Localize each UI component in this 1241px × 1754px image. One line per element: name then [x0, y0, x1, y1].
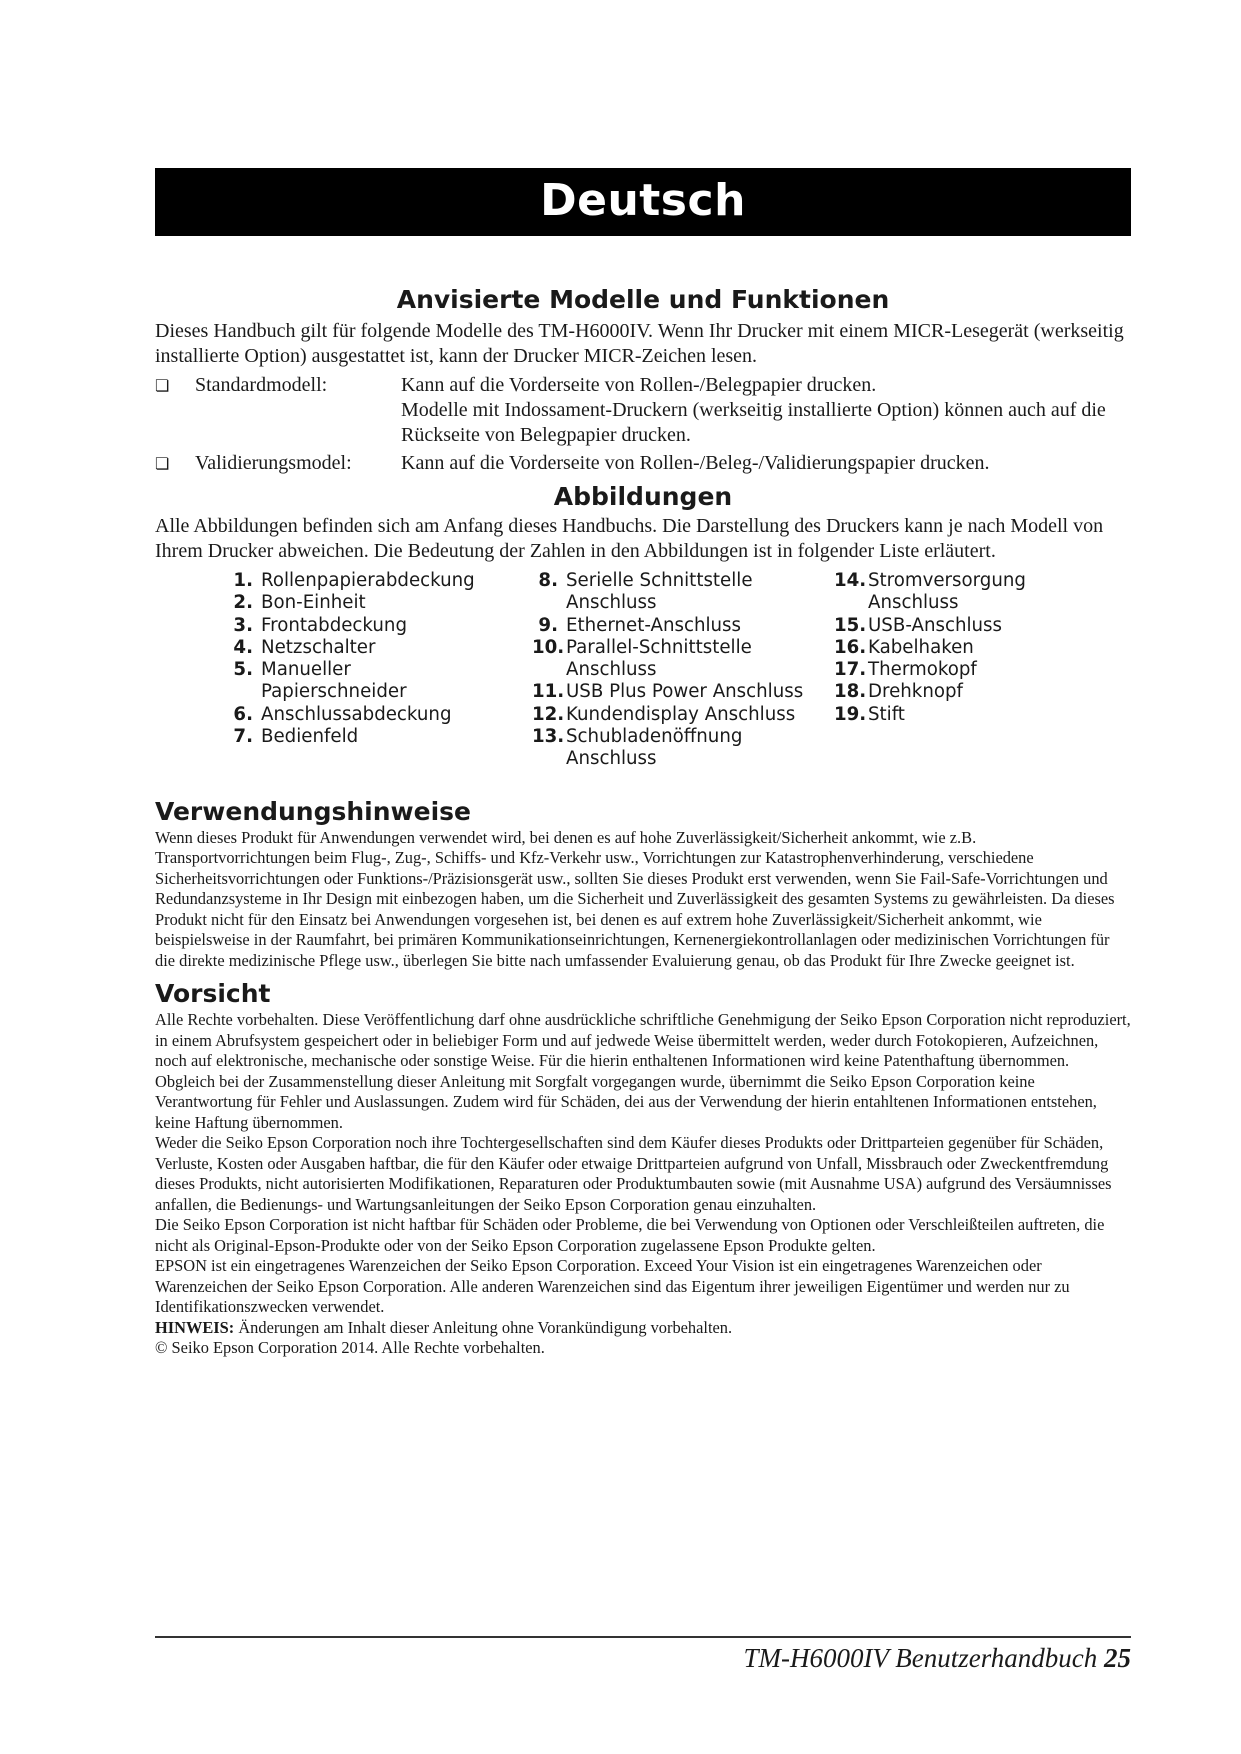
list-item: 2. Bon-Einheit: [233, 592, 366, 614]
caution-paragraph-1: Alle Rechte vorbehalten. Diese Veröffentlichung darf ohne ausdrückliche schriftliche Genehmigung der Seiko Epson Corporation nicht reproduziert, in einem Abrufsystem gespeichert oder in beliebiger Form und auf jedwede Weise übermittelt werden, weder durch Fotokopieren, Aufzeichnen, noch auf elektronische, mechanische oder sonstige Weise. Für die hierin enthaltenen Informationen wird keine Patenthaftung übernommen. Obgleich bei der Zusammenstellung dieser Anleitung mit Sorgfalt vorgegangen wurde, übernimmt die Seiko Epson Corporation keine Verantwortung für Fehler und Auslassungen. Zudem wird für Schäden, dei aus der Verwendung der hierin entahltenen Informationen entstehen, keine Haftung übernommen.: [155, 1010, 1131, 1132]
list-item: 7. Bedienfeld: [233, 726, 359, 748]
copyright: © Seiko Epson Corporation 2014. Alle Rechte vorbehalten.: [155, 1338, 545, 1358]
list-item: 17. Thermokopf: [834, 659, 977, 681]
checkbox-bullet-icon: ❏: [155, 376, 170, 395]
caution-paragraph-2: Weder die Seiko Epson Corporation noch ihre Tochtergesellschaften sind dem Käufer dieses Produkts oder Drittparteien gegenüber für Schäden, Verluste, Kosten oder Ausgaben haftbar, die für den Käufer oder etwaige Drittparteien aufgrund von Unfall, Missbrauch oder Zweckentfremdung dieses Produkts, nicht autorisierten Modifikationen, Reparaturen oder Produktumbauten sowie (mit Ausnahme USA) aufgrund des Versäumnisses anfallen, die Bedienungs- und Wartungsanleitungen der Seiko Epson Corporation genau einzuhalten.: [155, 1133, 1112, 1214]
figures-intro: Alle Abbildungen befinden sich am Anfang dieses Handbuchs. Die Darstellung des Druckers kann je nach Modell von Ihrem Drucker abweichen. Die Bedeutung der Zahlen in den Abbildungen ist in folgender Liste erläutert.: [155, 515, 1104, 562]
note-text: Änderungen am Inhalt dieser Anleitung ohne Vorankündigung vorbehalten.: [234, 1317, 733, 1337]
models-heading: Anvisierte Modelle und Funktionen: [396, 285, 890, 314]
caution-heading: Vorsicht: [155, 979, 271, 1009]
caution-paragraph-3: Die Seiko Epson Corporation ist nicht haftbar für Schäden oder Probleme, die bei Verwendung von Optionen oder Verschleißteilen auftreten, die nicht als Original-Epson-Produkte oder von der Seiko Epson Corporation zugelassene Epson Produkte gelten.: [155, 1215, 1105, 1255]
list-item: 13. Schubladenöffnung Anschluss: [532, 726, 743, 770]
caution-note: [155, 1318, 1131, 1339]
parts-column-1: [225, 570, 532, 771]
page-footer: [744, 1643, 1131, 1674]
list-item: 1. Rollenpapierabdeckung: [233, 570, 475, 591]
figures-heading: Abbildungen: [553, 482, 733, 511]
list-item: 9. Ethernet-Anschluss: [538, 614, 742, 636]
model-item-standard: [155, 373, 1131, 448]
list-item: 14. Stromversorgung Anschluss: [834, 570, 1026, 614]
parts-list: [225, 570, 1131, 771]
models-list: [155, 373, 1131, 476]
list-item: 4. Netzschalter: [233, 636, 376, 658]
list-item: 16. Kabelhaken: [834, 636, 974, 658]
footer-divider: [155, 1636, 1131, 1638]
list-item: 18. Drehknopf: [834, 681, 963, 703]
list-item: 11. USB Plus Power Anschluss: [532, 681, 804, 703]
parts-column-2: [532, 570, 834, 771]
checkbox-bullet-icon: ❏: [155, 454, 170, 473]
usage-heading: Verwendungshinweise: [155, 796, 472, 826]
list-item: 15. USB-Anschluss: [834, 614, 1002, 636]
list-item: 19. Stift: [834, 703, 905, 725]
model-description: Kann auf die Vorderseite von Rollen-/Beleg-/Validierungspapier drucken.: [401, 452, 990, 474]
usage-text: Wenn dieses Produkt für Anwendungen verwendet wird, bei denen es auf hohe Zuverlässigkeit/Sicherheit ankommt, wie z.B. Transportvorrichtungen beim Flug-, Zug-, Schiffs- und Kfz-Verkehr usw., Vorrichtungen zur Katastrophenverhinderung, verschiedene Sicherheitsvorrichtungen oder Funktions-/Präzisionsgerät usw., sollten Sie dieses Produkt erst verwenden, wenn Sie Fail-Safe-Vorrichtungen und Redundanzsysteme in Ihr Design mit einbezogen haben, um die Sicherheit und Zuverlässigkeit des gesamten Systems zu gewährleisten. Da dieses Produkt nicht für den Einsatz bei Anwendungen vorgesehen ist, bei denen es auf extrem hohe Zuverlässigkeit/Sicherheit ankommt, wie beispielsweise in der Raumfahrt, bei primären Kommunikationseinrichtungen, Kernenergiekontrollanlagen oder medizinischen Vorrichtungen für die direkte medizinische Pflege usw., überlegen Sie bitte nach umfassender Evaluierung genau, ob das Produkt für Ihre Zwecke geeignet ist.: [155, 827, 1115, 970]
list-item: 8. Serielle Schnittstelle Anschluss: [538, 570, 753, 614]
list-item: 3. Frontabdeckung: [233, 614, 407, 636]
page-content: [155, 168, 1131, 1359]
note-label: HINWEIS:: [155, 1317, 235, 1337]
model-item-validation: [155, 451, 1131, 476]
model-label: Standardmodell:: [195, 374, 328, 396]
models-intro: Dieses Handbuch gilt für folgende Modelle des TM-H6000IV. Wenn Ihr Drucker mit einem MICR-Lesegerät (werkseitig installierte Option) ausgestattet ist, kann der Drucker MICR-Zeichen lesen.: [155, 320, 1124, 367]
model-label: Validierungsmodel:: [195, 452, 352, 474]
caution-paragraph-4: EPSON ist ein eingetragenes Warenzeichen der Seiko Epson Corporation. Exceed Your Vision ist ein eingetragenes Warenzeichen oder Warenzeichen der Seiko Epson Corporation. Alle anderen Warenzeichen sind das Eigentum ihrer jeweiligen Eigentümer und werden nur zu Identifikationszwecken verwendet.: [155, 1256, 1070, 1317]
language-banner: Deutsch: [155, 168, 1131, 236]
model-description: Kann auf die Vorderseite von Rollen-/Belegpapier drucken. Modelle mit Indossament-Druckern (werkseitig installierte Option) können auch auf die Rückseite von Belegpapier drucken.: [401, 374, 1106, 446]
list-item: 12. Kundendisplay Anschluss: [532, 703, 796, 725]
list-item: 10. Parallel-Schnittstelle Anschluss: [532, 636, 752, 681]
list-item: 6. Anschlussabdeckung: [233, 703, 452, 725]
footer-title: TM-H6000IV Benutzerhandbuch: [743, 1643, 1098, 1673]
parts-column-3: [834, 570, 1074, 771]
page-number: 25: [1104, 1643, 1131, 1673]
list-item: 5. Manueller Papierschneider: [233, 659, 407, 703]
